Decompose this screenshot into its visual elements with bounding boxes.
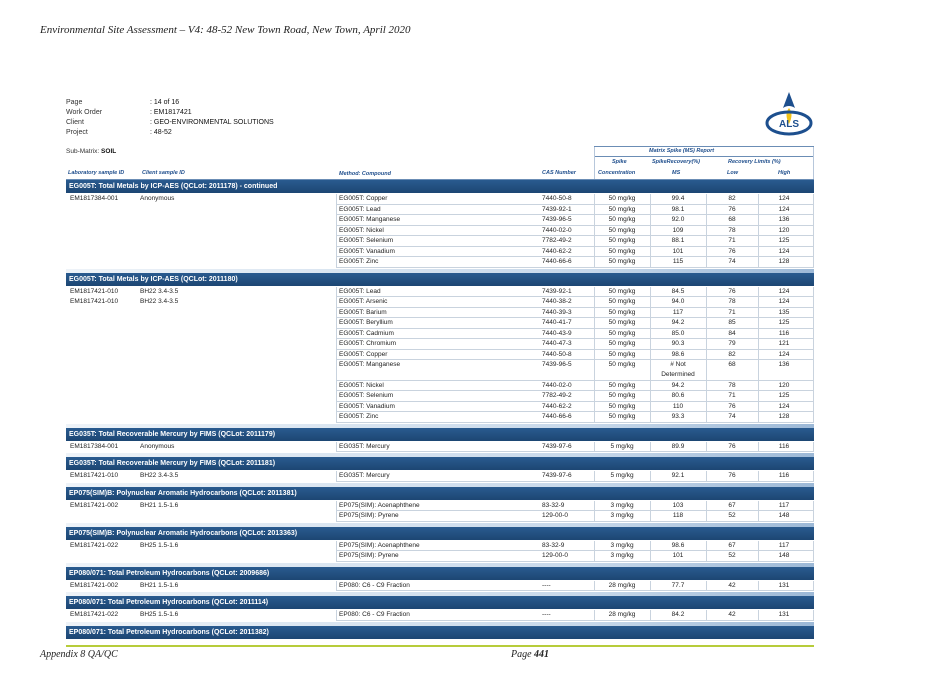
cas-number: 7440-62-2 xyxy=(542,247,572,255)
row-rule xyxy=(336,267,814,268)
meta-value: : 48-52 xyxy=(150,129,172,136)
column-divider xyxy=(594,442,595,453)
recovery-high: 136 xyxy=(778,216,790,223)
column-divider xyxy=(594,610,595,621)
document-header: Environmental Site Assessment – V4: 48-52 New Town Road, New Town, April 2020 xyxy=(40,24,411,36)
column-divider xyxy=(336,442,337,453)
recovery-low: 76 xyxy=(728,287,736,295)
recovery-high: 148 xyxy=(778,552,790,559)
recovery-high: 116 xyxy=(778,329,790,337)
row-rule xyxy=(336,620,814,621)
lab-sample-id: EM1817421-010 xyxy=(70,298,119,305)
recovery-high: 121 xyxy=(778,340,790,347)
cas-number: 7439-97-6 xyxy=(542,472,572,479)
recovery-low: 78 xyxy=(728,298,736,305)
section-header: EP075(SIM)B: Polynuclear Aromatic Hydrocarbons (QCLot: 2013363) xyxy=(66,527,814,540)
section-header: EP075(SIM)B: Polynuclear Aromatic Hydrocarbons (QCLot: 2011381) xyxy=(66,487,814,500)
recovery-low: 82 xyxy=(728,350,736,358)
ms-recovery: 110 xyxy=(672,402,684,410)
lab-sample-id: EM1817421-002 xyxy=(70,581,119,589)
spike-concentration: 50 mg/kg xyxy=(608,237,636,244)
meta-row xyxy=(66,128,274,138)
spike-concentration: 50 mg/kg xyxy=(608,195,636,202)
column-divider xyxy=(336,287,337,423)
column-divider xyxy=(813,194,814,268)
header-group: Matrix Spike (MS) Report xyxy=(649,148,715,154)
client-sample-id: BH22 3.4-3.5 xyxy=(140,298,179,305)
recovery-high: 116 xyxy=(778,442,790,450)
column-divider xyxy=(336,501,337,522)
method-compound: EP080: C6 - C9 Fraction xyxy=(339,581,410,589)
recovery-high: 125 xyxy=(778,392,790,399)
meta-row xyxy=(66,108,274,118)
submatrix-label: Sub-Matrix: xyxy=(66,148,100,155)
recovery-high: 124 xyxy=(778,195,790,202)
meta-row xyxy=(66,98,274,108)
table-bottom-rule xyxy=(66,645,814,647)
meta-row xyxy=(66,118,274,128)
client-sample-id: BH21 1.5-1.6 xyxy=(140,501,179,509)
header-spike: Spike xyxy=(612,159,627,165)
footer-page-number: 441 xyxy=(534,649,550,660)
logo-text: ALS xyxy=(779,119,799,130)
spike-concentration: 50 mg/kg xyxy=(608,381,636,389)
recovery-low: 76 xyxy=(728,247,736,255)
cas-number: 7440-50-8 xyxy=(542,195,572,202)
column-divider xyxy=(813,541,814,562)
ms-recovery: 89.9 xyxy=(671,442,685,450)
recovery-low: 52 xyxy=(728,512,736,519)
header-concentration: Concentration xyxy=(598,170,636,176)
recovery-high: 124 xyxy=(778,402,790,410)
row-rule xyxy=(336,561,814,562)
recovery-low: 78 xyxy=(728,381,736,389)
recovery-high: 136 xyxy=(778,361,790,368)
column-divider xyxy=(594,471,595,482)
column-divider xyxy=(650,287,651,423)
spike-concentration: 28 mg/kg xyxy=(608,611,636,618)
cas-number: 7439-92-1 xyxy=(542,205,572,213)
column-divider xyxy=(594,541,595,562)
column-divider xyxy=(706,442,707,453)
ms-recovery: 93.3 xyxy=(671,413,685,420)
header-client-id: Client sample ID xyxy=(142,170,185,176)
method-compound: EG035T: Mercury xyxy=(339,442,390,450)
column-divider xyxy=(594,581,595,592)
recovery-low: 52 xyxy=(728,552,736,559)
column-divider xyxy=(650,471,651,482)
recovery-low: 78 xyxy=(728,226,736,234)
column-divider xyxy=(758,541,759,562)
ms-recovery: 98.1 xyxy=(671,205,685,213)
column-divider xyxy=(706,610,707,621)
cas-number: 7440-02-0 xyxy=(542,226,572,234)
client-sample-id: BH25 1.5-1.6 xyxy=(140,541,179,549)
column-divider xyxy=(758,287,759,423)
recovery-low: 82 xyxy=(728,195,736,202)
recovery-low: 71 xyxy=(728,308,736,316)
recovery-low: 68 xyxy=(728,216,736,223)
cas-number: 7440-50-8 xyxy=(542,350,572,358)
report-meta xyxy=(66,98,274,138)
spike-concentration: 50 mg/kg xyxy=(608,298,636,305)
ms-recovery: # Not xyxy=(670,361,686,368)
method-compound: EG005T: Zinc xyxy=(339,258,379,265)
recovery-low: 71 xyxy=(728,237,736,244)
recovery-low: 42 xyxy=(728,611,736,618)
ms-recovery: 103 xyxy=(672,501,684,509)
column-divider xyxy=(650,501,651,522)
method-compound: EP075(SIM): Pyrene xyxy=(339,512,399,519)
header-recovery-limits: Recovery Limits (%) xyxy=(728,159,781,165)
spike-concentration: 50 mg/kg xyxy=(608,287,636,295)
cas-number: 7439-92-1 xyxy=(542,287,572,295)
spike-concentration: 3 mg/kg xyxy=(610,501,634,509)
ms-recovery-note: Determined xyxy=(661,371,695,378)
ms-recovery: 85.0 xyxy=(671,329,685,337)
recovery-high: 120 xyxy=(778,381,790,389)
column-divider xyxy=(706,287,707,423)
spike-concentration: 5 mg/kg xyxy=(610,442,634,450)
section-header: EP080/071: Total Petroleum Hydrocarbons (QCLot: 2011382) xyxy=(66,626,814,639)
section-header: EG005T: Total Metals by ICP-AES (QCLot: 2011180) xyxy=(66,273,814,286)
method-compound: EG005T: Arsenic xyxy=(339,298,388,305)
column-divider xyxy=(594,287,595,423)
column-divider xyxy=(650,442,651,453)
recovery-low: 85 xyxy=(728,319,736,326)
recovery-high: 124 xyxy=(778,247,790,255)
spike-concentration: 3 mg/kg xyxy=(610,512,634,519)
recovery-high: 131 xyxy=(778,581,790,589)
column-divider xyxy=(758,501,759,522)
method-compound: EG005T: Copper xyxy=(339,350,388,358)
recovery-low: 74 xyxy=(728,413,736,420)
row-rule xyxy=(336,481,814,482)
lab-sample-id: EM1817421-022 xyxy=(70,611,119,618)
lab-sample-id: EM1817421-022 xyxy=(70,541,119,549)
cas-number: 7440-02-0 xyxy=(542,381,572,389)
spike-concentration: 50 mg/kg xyxy=(608,258,636,265)
spike-concentration: 50 mg/kg xyxy=(608,226,636,234)
meta-key: Project xyxy=(66,129,88,136)
column-divider xyxy=(650,581,651,592)
column-divider xyxy=(813,610,814,621)
method-compound: EG005T: Manganese xyxy=(339,216,401,223)
recovery-low: 84 xyxy=(728,329,736,337)
recovery-low: 76 xyxy=(728,205,736,213)
ms-recovery: 101 xyxy=(672,552,684,559)
column-divider xyxy=(706,581,707,592)
recovery-low: 67 xyxy=(728,501,736,509)
cas-number: ---- xyxy=(542,581,551,589)
method-compound: EG005T: Selenium xyxy=(339,392,394,399)
row-rule xyxy=(336,521,814,522)
column-divider xyxy=(813,581,814,592)
header-divider xyxy=(594,146,595,179)
column-divider xyxy=(706,194,707,268)
recovery-high: 128 xyxy=(778,413,790,420)
header-method: Method: Compound xyxy=(339,171,391,177)
recovery-high: 116 xyxy=(778,472,790,479)
section-header: EP080/071: Total Petroleum Hydrocarbons (QCLot: 2009686) xyxy=(66,567,814,580)
column-divider xyxy=(650,541,651,562)
method-compound: EG005T: Copper xyxy=(339,195,388,202)
spike-concentration: 50 mg/kg xyxy=(608,402,636,410)
method-compound: EG005T: Beryllium xyxy=(339,319,393,326)
column-divider xyxy=(594,501,595,522)
recovery-high: 148 xyxy=(778,512,790,519)
column-divider xyxy=(336,471,337,482)
method-compound: EG005T: Lead xyxy=(339,205,381,213)
lab-sample-id: EM1817384-001 xyxy=(70,442,119,450)
footer-page xyxy=(511,649,549,660)
footer-appendix: Appendix 8 QA/QC xyxy=(40,649,118,660)
ms-recovery: 98.6 xyxy=(671,350,685,358)
recovery-high: 124 xyxy=(778,298,790,305)
recovery-low: 79 xyxy=(728,340,736,347)
recovery-low: 74 xyxy=(728,258,736,265)
meta-value: : GEO-ENVIRONMENTAL SOLUTIONS xyxy=(150,119,274,126)
header-ms: MS xyxy=(672,170,681,176)
header-low: Low xyxy=(727,170,738,176)
ms-recovery: 94.2 xyxy=(671,381,685,389)
submatrix-value: SOIL xyxy=(101,148,117,155)
ms-recovery: 109 xyxy=(672,226,684,234)
column-divider xyxy=(650,194,651,268)
meta-value: : 14 of 16 xyxy=(150,99,180,106)
column-divider xyxy=(813,501,814,522)
column-divider xyxy=(336,541,337,562)
column-divider xyxy=(758,442,759,453)
ms-recovery: 101 xyxy=(672,247,684,255)
recovery-low: 71 xyxy=(728,392,736,399)
recovery-high: 125 xyxy=(778,237,790,244)
header-spike-recovery: SpikeRecovery(%) xyxy=(652,159,700,165)
cas-number: 7439-96-5 xyxy=(542,216,572,223)
column-divider xyxy=(758,194,759,268)
recovery-low: 68 xyxy=(728,361,736,368)
recovery-high: 124 xyxy=(778,287,790,295)
header-cas: CAS Number xyxy=(542,170,576,176)
method-compound: EG005T: Nickel xyxy=(339,226,384,234)
recovery-high: 117 xyxy=(778,501,790,509)
lab-sample-id: EM1817421-010 xyxy=(70,472,119,479)
meta-value: : EM1817421 xyxy=(150,109,192,116)
method-compound: EG005T: Nickel xyxy=(339,381,384,389)
recovery-high: 120 xyxy=(778,226,790,234)
method-compound: EG005T: Selenium xyxy=(339,237,394,244)
ms-recovery: 115 xyxy=(672,258,684,265)
section-header: EG035T: Total Recoverable Mercury by FIMS (QCLot: 2011181) xyxy=(66,457,814,470)
recovery-low: 67 xyxy=(728,541,736,549)
column-divider xyxy=(758,581,759,592)
ms-recovery: 98.6 xyxy=(671,541,685,549)
cas-number: 7440-66-6 xyxy=(542,258,572,265)
cas-number: 83-32-9 xyxy=(542,541,565,549)
header-rule xyxy=(594,146,814,147)
cas-number: 7782-49-2 xyxy=(542,392,572,399)
cas-number: 7439-96-5 xyxy=(542,361,572,368)
method-compound: EP075(SIM): Acenaphthene xyxy=(339,541,420,549)
method-compound: EG005T: Vanadium xyxy=(339,247,395,255)
client-sample-id: BH22 3.4-3.5 xyxy=(140,472,179,479)
cas-number: 129-00-0 xyxy=(542,552,569,559)
ms-recovery: 99.4 xyxy=(671,195,685,202)
ms-recovery: 88.1 xyxy=(671,237,685,244)
cas-number: 7440-38-2 xyxy=(542,298,572,305)
cas-number: 7440-43-9 xyxy=(542,329,572,337)
method-compound: EG005T: Lead xyxy=(339,287,381,295)
recovery-high: 125 xyxy=(778,319,790,326)
ms-recovery: 117 xyxy=(672,308,684,316)
recovery-high: 117 xyxy=(778,541,790,549)
ms-recovery: 118 xyxy=(672,512,684,519)
column-divider xyxy=(813,442,814,453)
spike-concentration: 28 mg/kg xyxy=(608,581,636,589)
spike-concentration: 50 mg/kg xyxy=(608,340,636,347)
table-row xyxy=(66,360,814,381)
spike-concentration: 3 mg/kg xyxy=(610,541,634,549)
cas-number: 7440-39-3 xyxy=(542,308,572,316)
spike-concentration: 3 mg/kg xyxy=(610,552,634,559)
recovery-high: 124 xyxy=(778,350,790,358)
method-compound: EG005T: Barium xyxy=(339,308,387,316)
recovery-high: 131 xyxy=(778,611,790,618)
ms-recovery: 92.0 xyxy=(671,216,685,223)
spike-concentration: 50 mg/kg xyxy=(608,350,636,358)
cas-number: 83-32-9 xyxy=(542,501,565,509)
cas-number: 7439-97-6 xyxy=(542,442,572,450)
column-divider xyxy=(336,194,337,268)
ms-recovery: 92.1 xyxy=(671,472,685,479)
column-divider xyxy=(706,471,707,482)
ms-recovery: 77.7 xyxy=(671,581,685,589)
spike-concentration: 50 mg/kg xyxy=(608,361,636,368)
recovery-high: 135 xyxy=(778,308,790,316)
column-divider xyxy=(706,501,707,522)
column-divider xyxy=(336,610,337,621)
section-header: EG005T: Total Metals by ICP-AES (QCLot: 2011178) - continued xyxy=(66,180,814,193)
cas-number: 7782-49-2 xyxy=(542,237,572,244)
header-rule xyxy=(594,156,814,157)
column-divider xyxy=(758,471,759,482)
method-compound: EP075(SIM): Acenaphthene xyxy=(339,501,420,509)
lab-sample-id: EM1817421-010 xyxy=(70,287,119,295)
method-compound: EG005T: Chromium xyxy=(339,340,397,347)
recovery-high: 128 xyxy=(778,258,790,265)
spike-concentration: 50 mg/kg xyxy=(608,329,636,337)
section-header: EG035T: Total Recoverable Mercury by FIMS (QCLot: 2011179) xyxy=(66,428,814,441)
meta-key: Client xyxy=(66,119,84,126)
header-lab-id: Laboratory sample ID xyxy=(68,170,125,176)
row-rule xyxy=(336,590,814,591)
column-divider xyxy=(650,610,651,621)
column-divider xyxy=(813,471,814,482)
column-divider xyxy=(758,610,759,621)
ms-recovery: 84.2 xyxy=(671,611,685,618)
column-divider xyxy=(706,541,707,562)
method-compound: EP075(SIM): Pyrene xyxy=(339,552,399,559)
row-rule xyxy=(336,451,814,452)
als-logo xyxy=(764,90,814,136)
recovery-low: 76 xyxy=(728,442,736,450)
section-header: EP080/071: Total Petroleum Hydrocarbons (QCLot: 2011114) xyxy=(66,596,814,609)
client-sample-id: BH21 1.5-1.6 xyxy=(140,581,179,589)
header-high: High xyxy=(778,170,791,176)
spike-concentration: 50 mg/kg xyxy=(608,247,636,255)
column-divider xyxy=(594,194,595,268)
client-sample-id: Anonymous xyxy=(140,442,175,450)
column-divider xyxy=(336,581,337,592)
ms-recovery: 94.2 xyxy=(671,319,685,326)
recovery-high: 124 xyxy=(778,205,790,213)
recovery-low: 42 xyxy=(728,581,736,589)
method-compound: EG005T: Zinc xyxy=(339,413,379,420)
meta-key: Work Order xyxy=(66,109,103,116)
column-divider xyxy=(813,287,814,423)
spike-concentration: 50 mg/kg xyxy=(608,216,636,223)
client-sample-id: Anonymous xyxy=(140,195,175,202)
spike-concentration: 50 mg/kg xyxy=(608,413,636,420)
cas-number: 7440-47-3 xyxy=(542,340,572,347)
method-compound: EG005T: Vanadium xyxy=(339,402,395,410)
client-sample-id: BH25 1.5-1.6 xyxy=(140,611,179,618)
qc-report xyxy=(66,96,814,636)
footer-page-label: Page xyxy=(511,649,532,660)
cas-number: ---- xyxy=(542,611,551,618)
lab-sample-id: EM1817421-002 xyxy=(70,501,119,509)
cas-number: 7440-41-7 xyxy=(542,319,572,326)
recovery-low: 76 xyxy=(728,472,736,479)
method-compound: EP080: C6 - C9 Fraction xyxy=(339,611,410,618)
cas-number: 129-00-0 xyxy=(542,512,569,519)
spike-concentration: 5 mg/kg xyxy=(610,472,634,479)
cas-number: 7440-62-2 xyxy=(542,402,572,410)
spike-concentration: 50 mg/kg xyxy=(608,205,636,213)
client-sample-id: BH22 3.4-3.5 xyxy=(140,287,179,295)
header-divider xyxy=(813,146,814,179)
ms-recovery: 80.6 xyxy=(671,392,685,399)
ms-recovery: 90.3 xyxy=(671,340,685,347)
cas-number: 7440-66-6 xyxy=(542,413,572,420)
spike-concentration: 50 mg/kg xyxy=(608,392,636,399)
submatrix xyxy=(66,148,116,155)
ms-recovery: 84.5 xyxy=(671,287,685,295)
method-compound: EG005T: Manganese xyxy=(339,361,401,368)
method-compound: EG005T: Cadmium xyxy=(339,329,394,337)
spike-concentration: 50 mg/kg xyxy=(608,308,636,316)
lab-sample-id: EM1817384-001 xyxy=(70,195,119,202)
spike-concentration: 50 mg/kg xyxy=(608,319,636,326)
row-rule xyxy=(336,422,814,423)
recovery-low: 76 xyxy=(728,402,736,410)
ms-recovery: 94.0 xyxy=(671,298,685,305)
meta-key: Page xyxy=(66,99,83,106)
method-compound: EG035T: Mercury xyxy=(339,472,390,479)
